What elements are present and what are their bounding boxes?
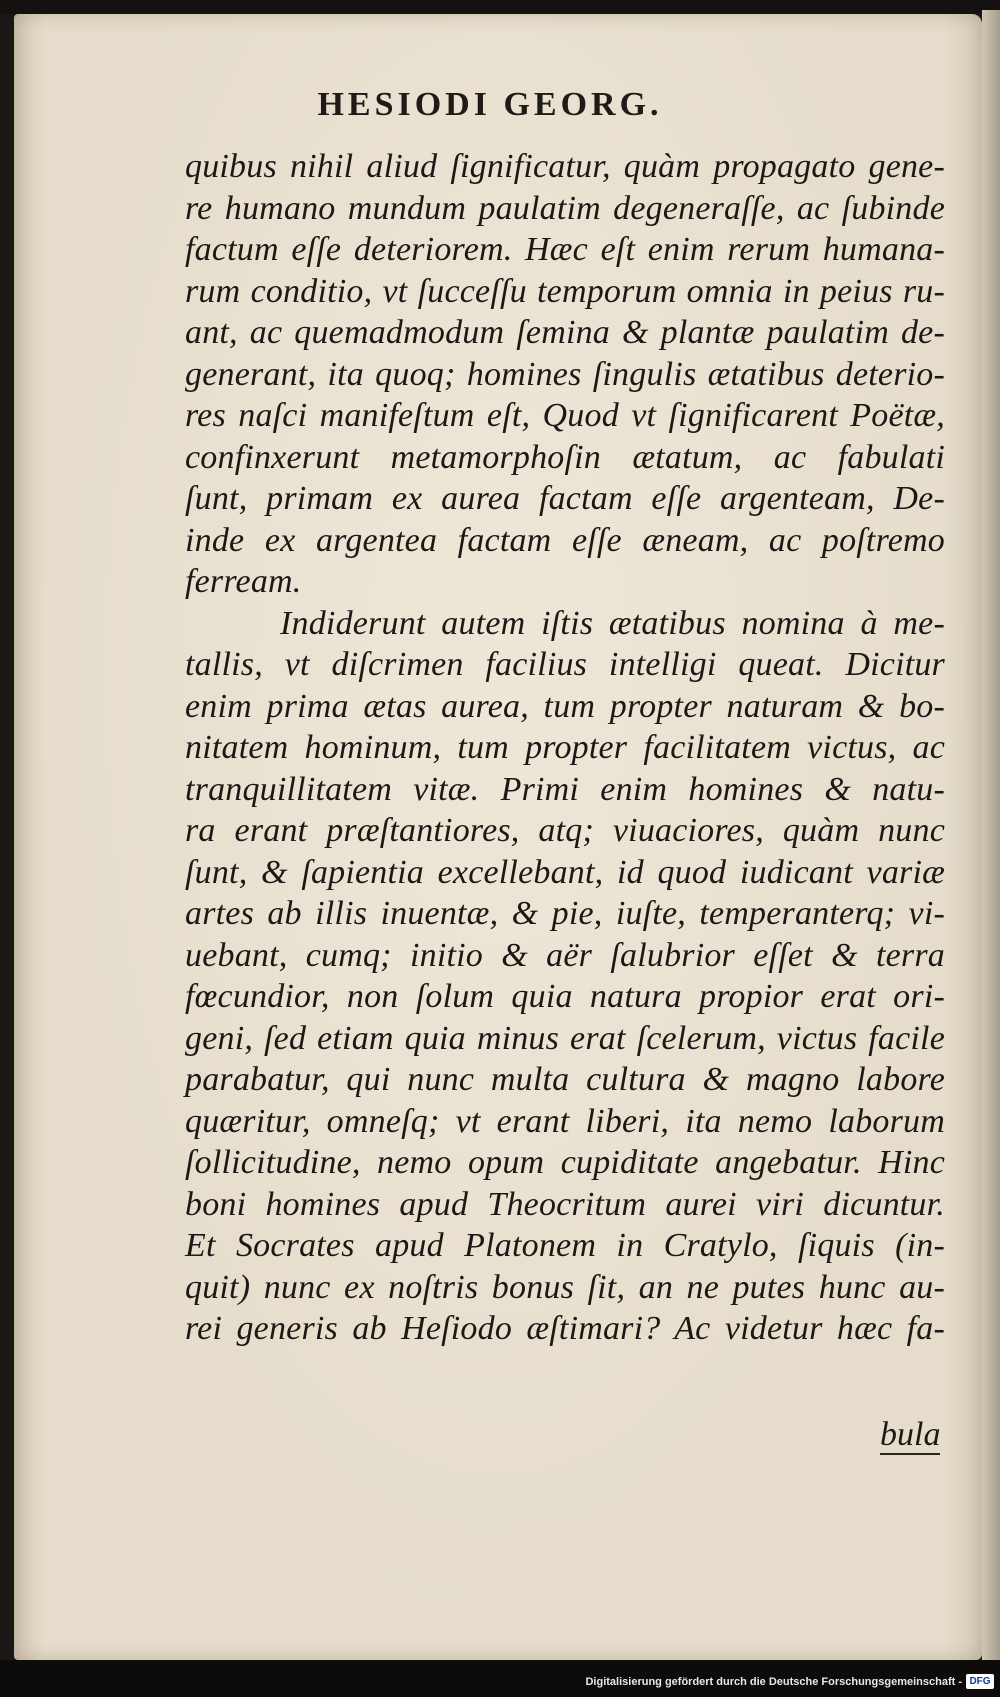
text-line: quæritur, omneſq; vt erant liberi, ita nemo laborum [185, 1102, 945, 1140]
text-line: geni, ſed etiam quia minus erat ſcelerum, victus facile [185, 1019, 945, 1057]
text-line: ſunt, & ſapientia excellebant, id quod iudicant variæ [185, 853, 945, 891]
scan-border [0, 0, 1000, 14]
text-line: factum eſſe deteriorem. Hæc eſt enim rerum humana- [185, 231, 945, 268]
text-line: Indiderunt autem iſtis ætatibus nomina à me- [280, 604, 945, 642]
text-line: re humano mundum paulatim degeneraſſe, ac ſubinde [185, 189, 945, 227]
text-line: quibus nihil aliud ſignificatur, quàm propagato gene- [185, 148, 945, 185]
text-line: confinxerunt metamorphoſin ætatum, ac fabulati [185, 438, 945, 476]
text-line: rum conditio, vt ſucceſſu temporum omnia in peius ru- [185, 272, 945, 310]
page-edge [982, 10, 1000, 1660]
text-line: enim prima ætas aurea, tum propter naturam & bo- [185, 687, 945, 725]
text-line: tallis, vt diſcrimen facilius intelligi queat. Dicitur [185, 646, 945, 683]
text-line: artes ab illis inuentæ, & pie, iuſte, temperanterq; vi- [185, 895, 945, 932]
catchword: bula [880, 1416, 941, 1453]
text-line: tranquillitatem vitæ. Primi enim homines & natu- [185, 770, 945, 808]
text-line: nitatem hominum, tum propter facilitatem victus, ac [185, 729, 945, 766]
text-line: generant, ita quoq; homines ſingulis ætatibus deterio- [185, 355, 945, 393]
text-line: ferream. [185, 563, 302, 600]
text-line: Et Socrates apud Platonem in Cratylo, ſiquis (in- [185, 1227, 945, 1264]
running-head: HESIODI GEORG. [317, 86, 663, 123]
text-line: fœcundior, non ſolum quia natura propior erat ori- [185, 978, 945, 1015]
digitization-credit: Digitalisierung gefördert durch die Deutsche Forschungsgemeinschaft - [585, 1676, 962, 1688]
text-line: parabatur, qui nunc multa cultura & magno labore [185, 1061, 945, 1098]
text-line: inde ex argentea factam eſſe æneam, ac poſtremo [185, 521, 945, 559]
text-line: uebant, cumq; initio & aër ſalubrior eſſet & terra [185, 936, 945, 974]
text-line: ſunt, primam ex aurea factam eſſe argenteam, De- [185, 480, 945, 517]
text-line: quit) nunc ex noſtris bonus ſit, an ne putes hunc au- [185, 1268, 945, 1306]
text-line: ſollicitudine, nemo opum cupiditate angebatur. Hinc [185, 1144, 945, 1181]
text-line: ant, ac quemadmodum ſemina & plantæ paulatim de- [185, 314, 945, 351]
text-line: ra erant præſtantiores, atq; viuaciores, quàm nunc [185, 812, 945, 849]
body-text [185, 146, 945, 1350]
dfg-logo[interactable]: DFG [966, 1674, 994, 1689]
text-line: rei generis ab Heſiodo æſtimari? Ac videtur hæc fa- [185, 1310, 945, 1347]
text-line: res naſci manifeſtum eſt, Quod vt ſignificarent Poëtæ, [185, 397, 945, 434]
text-line: boni homines apud Theocritum aurei viri dicuntur. [185, 1185, 945, 1223]
